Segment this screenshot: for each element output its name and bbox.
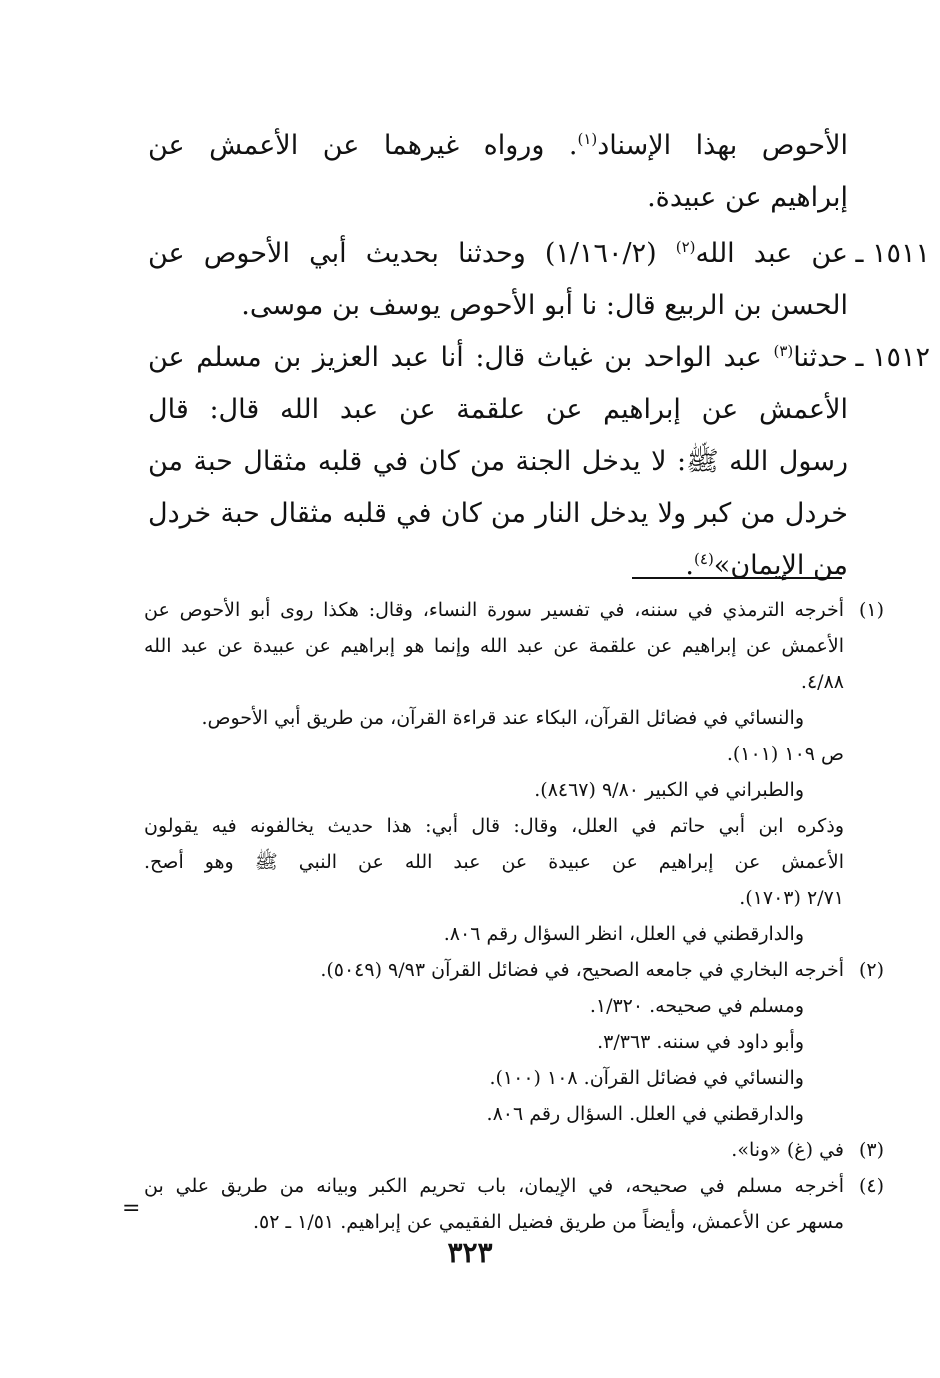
text-segment: .: [685, 550, 695, 581]
footnote-line: [144, 592, 884, 628]
text-line: [148, 120, 848, 172]
footnote-line: [144, 1132, 884, 1168]
text-line: الأعمش عن إبراهيم عن علقمة عن عبد الله قال: قال: [148, 394, 848, 425]
text-segment: (١/١٦٠/٢) وحدثنا بحديث أبي الأحوص عن: [148, 238, 676, 269]
footnote-line: مسهر عن الأعمش، وأيضاً من طريق فضيل الفقيمي عن إبراهيم. ١/٥١ ـ ٥٢.: [253, 1211, 844, 1233]
paragraph-1: [148, 120, 848, 224]
text-segment: حدثنا: [793, 342, 848, 373]
footnote-ref[interactable]: (١): [577, 130, 598, 148]
hadith-number: ١٥١٢ ـ: [855, 342, 930, 373]
footnote-divider: [632, 577, 842, 579]
page-number: ٣٢٣: [447, 1236, 493, 1269]
text-line: [148, 540, 848, 592]
paragraph-1511: [148, 228, 930, 332]
main-text: [148, 332, 930, 592]
footnote-ref[interactable]: (٢): [675, 238, 696, 256]
footnote-line: الأعمش عن إبراهيم عن عبيدة عن عبد الله عن النبي ﷺ وهو أصح.: [144, 851, 844, 873]
footnote-line: والدارقطني في العلل، انظر السؤال رقم ٨٠٦.: [443, 923, 804, 945]
footnote-line: والنسائي في فضائل القرآن. ١٠٨ (١٠٠).: [489, 1067, 804, 1089]
text-segment: الأحوص بهذا الإسناد: [597, 130, 848, 161]
text-segment: من الإيمان»: [713, 550, 848, 581]
footnotes: [144, 592, 884, 1240]
footnote-1: [144, 592, 884, 952]
footnote-line: [144, 952, 884, 988]
footnote-2: [144, 952, 884, 1132]
footnote-line: وذكره ابن أبي حاتم في العلل، وقال: قال أبي: هذا حديث يخالفونه فيه يقولون: [144, 815, 844, 837]
footnote-label: (٢): [858, 959, 884, 981]
footnote-line: ٤/٨٨.: [800, 671, 844, 693]
footnote-text: أخرجه الترمذي في سننه، في تفسير سورة النساء، وقال: هكذا روى أبو الأحوص عن: [144, 599, 844, 621]
text-line: خردل من كبر ولا يدخل النار من كان في قلبه مثقال حبة خردل: [148, 498, 848, 529]
footnote-line: والطبراني في الكبير ٩/٨٠ (٨٤٦٧).: [534, 779, 804, 801]
footnote-text: أخرجه البخاري في جامعه الصحيح، في فضائل القرآن ٩/٩٣ (٥٠٤٩).: [320, 959, 844, 981]
text-line: رسول الله ﷺ: لا يدخل الجنة من كان في قلبه مثقال حبة من: [148, 446, 848, 477]
continuation-mark: =: [122, 1196, 141, 1221]
footnote-line: ٢/٧١ (١٧٠٣).: [739, 887, 844, 909]
paragraph-1512: [148, 332, 930, 592]
footnote-line: وأبو داود في سننه. ٣/٣٦٣.: [597, 1031, 804, 1053]
hadith-number: ١٥١١ ـ: [855, 238, 930, 269]
text-line: [148, 332, 930, 384]
text-line: الحسن بن الربيع قال: نا أبو الأحوص يوسف بن موسى.: [241, 290, 848, 321]
footnote-3: [144, 1132, 884, 1168]
footnote-line: [144, 1168, 884, 1204]
footnote-label: (١): [858, 599, 884, 621]
footnote-label: (٣): [858, 1139, 884, 1161]
footnote-ref[interactable]: (٤): [694, 550, 714, 568]
text-segment: عبد الواحد بن غياث قال: أنا عبد العزيز بن مسلم عن: [148, 342, 774, 373]
footnote-line: ص ١٠٩ (١٠١).: [726, 743, 844, 765]
main-text: [148, 120, 848, 224]
footnote-line: ومسلم في صحيحه. ١/٣٢٠.: [589, 995, 804, 1017]
footnote-line: والنسائي في فضائل القرآن، البكاء عند قراءة القرآن، من طريق أبي الأحوص.: [201, 707, 804, 729]
footnote-4: [144, 1168, 884, 1240]
main-text: [148, 228, 930, 332]
text-line: [148, 228, 930, 280]
footnote-ref[interactable]: (٣): [773, 342, 794, 360]
footnote-text: أخرجه مسلم في صحيحه، في الإيمان، باب تحريم الكبر وبيانه من طريق علي بن: [144, 1175, 844, 1197]
footnote-label: (٤): [858, 1175, 884, 1197]
text-line: إبراهيم عن عبيدة.: [647, 182, 848, 213]
footnote-line: الأعمش عن إبراهيم عن علقمة عن عبد الله وإنما هو إبراهيم عن عبيدة عن عبد الله: [144, 635, 844, 657]
text-segment: . ورواه غيرهما عن الأعمش عن: [148, 130, 578, 161]
text-segment: عن عبد الله: [695, 238, 848, 269]
footnote-text: في (غ) «ونا».: [731, 1139, 844, 1161]
footnote-line: والدارقطني في العلل. السؤال رقم ٨٠٦.: [486, 1103, 804, 1125]
